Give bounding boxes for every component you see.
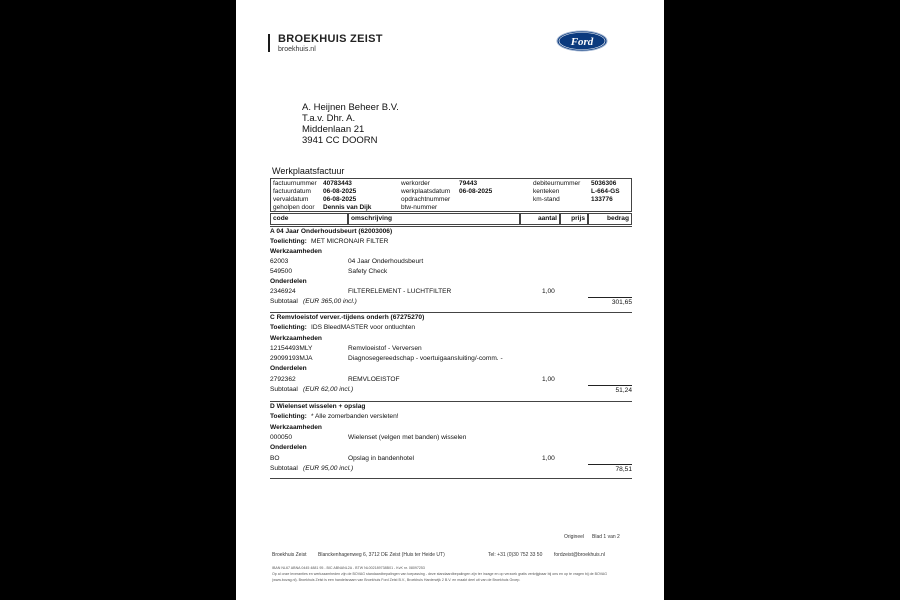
geholpen-label: geholpen door <box>273 204 315 211</box>
onderdelen-label: Onderdelen <box>270 444 307 451</box>
part-quantity: 1,00 <box>542 376 555 383</box>
subtotal-label: Subtotaal <box>270 386 298 393</box>
subtotal-rule <box>588 385 632 386</box>
part-description: FILTERELEMENT - LUCHTFILTER <box>348 288 452 295</box>
subtotal-label: Subtotaal <box>270 298 298 305</box>
debiteur-label: debiteurnummer <box>533 180 581 187</box>
part-code: 2792362 <box>270 376 296 383</box>
vervaldatum-value: 06-08-2025 <box>323 196 357 203</box>
ford-logo-text: Ford <box>570 36 594 48</box>
footer-legal: (www.bovag.nl). Broekhuis Zeist is een handelsnaam van Broekhuis Ford Zeist B.V., Broekhuis Harderwijk 2 B.V. en maakt deel uit van de Broekhuis Groep. <box>272 578 521 582</box>
km-label: km-stand <box>533 196 560 203</box>
footer-company: Broekhuis Zeist <box>272 552 307 558</box>
subtotal-incl: (EUR 62,00 incl.) <box>303 386 354 393</box>
section-divider <box>270 226 632 227</box>
werkzaamheden-label: Werkzaamheden <box>270 335 322 342</box>
line-code: 549500 <box>270 268 293 275</box>
subtotal-amount: 51,24 <box>615 387 632 394</box>
subtotal-amount: 78,51 <box>615 466 632 473</box>
part-quantity: 1,00 <box>542 455 555 462</box>
address-line-3: Middenlaan 21 <box>302 124 365 135</box>
ford-logo-icon <box>556 30 608 52</box>
factuurdatum-label: factuurdatum <box>273 188 311 195</box>
col-prijs: prijs <box>560 213 588 225</box>
section-title: C Remvloeistof verver.-tijdens onderh (67275270) <box>270 314 425 321</box>
werkorder-label: werkorder <box>401 180 430 187</box>
factuurdatum-value: 06-08-2025 <box>323 188 357 195</box>
section-title: D Wielenset wisselen + opslag <box>270 403 366 410</box>
km-value: 133776 <box>591 196 613 203</box>
subtotal-amount: 301,65 <box>611 299 632 306</box>
toelichting-label: Toelichting: <box>270 238 307 245</box>
brand-divider <box>268 34 270 52</box>
geholpen-value: Dennis van Dijk <box>323 204 372 211</box>
line-description: Remvloeistof - Verversen <box>348 345 422 352</box>
part-description: Opslag in bandenhotel <box>348 455 414 462</box>
werkplaatsdatum-label: werkplaatsdatum <box>401 188 451 195</box>
toelichting-text: IDS BleedMASTER voor ontluchten <box>311 324 416 331</box>
line-code: 62003 <box>270 258 289 265</box>
subtotal-incl: (EUR 95,00 incl.) <box>303 465 354 472</box>
line-description: Wielenset (velgen met banden) wisselen <box>348 434 467 441</box>
factuurnummer-label: factuurnummer <box>273 180 317 187</box>
footer-bank-details: IBAN NL67 ABNA 0445 4881 95 - BIC ABNANL2A - BTW NL002189738B01 - KvK nr. 08097253 <box>272 566 425 570</box>
section-divider <box>270 401 632 402</box>
part-quantity: 1,00 <box>542 288 555 295</box>
footer-address: Blanckenhagenweg 6, 3712 DE Zeist (Huis ter Heide UT) <box>318 552 445 558</box>
col-omschrijving: omschrijving <box>348 213 520 225</box>
line-code: 12154493MLY <box>270 345 313 352</box>
part-description: REMVLOEISTOF <box>348 376 400 383</box>
subtotal-rule <box>588 297 632 298</box>
invoice-header-box <box>270 178 632 212</box>
kenteken-label: kenteken <box>533 188 560 195</box>
col-code: code <box>270 213 348 225</box>
subtotal-incl: (EUR 365,00 incl.) <box>303 298 357 305</box>
line-description: Safety Check <box>348 268 388 275</box>
debiteur-value: 5036306 <box>591 180 617 187</box>
address-line-2: T.a.v. Dhr. A. <box>302 113 356 124</box>
onderdelen-label: Onderdelen <box>270 365 307 372</box>
toelichting-text: MET MICRONAIR FILTER <box>311 238 389 245</box>
brand-url: broekhuis.nl <box>278 46 316 53</box>
subtotal-label: Subtotaal <box>270 465 298 472</box>
opdrachtnummer-label: opdrachtnummer <box>401 196 451 203</box>
toelichting-label: Toelichting: <box>270 324 307 331</box>
vervaldatum-label: vervaldatum <box>273 196 309 203</box>
address-line-4: 3941 CC DOORN <box>302 135 378 146</box>
part-code: BO <box>270 455 280 462</box>
line-code: 29099193MJA <box>270 355 313 362</box>
btw-label: btw-nummer <box>401 204 438 211</box>
onderdelen-label: Onderdelen <box>270 278 307 285</box>
table-bottom-rule <box>270 478 632 479</box>
section-divider <box>270 312 632 313</box>
toelichting-label: Toelichting: <box>270 413 307 420</box>
invoice-page <box>236 0 664 600</box>
werkzaamheden-label: Werkzaamheden <box>270 248 322 255</box>
toelichting-text: * Alle zomerbanden versleten! <box>311 413 399 420</box>
factuurnummer-value: 40783443 <box>323 180 352 187</box>
brand-name: BROEKHUIS ZEIST <box>278 33 383 45</box>
kenteken-value: L-664-GS <box>591 188 620 195</box>
footer-phone: Tel: +31 (0)30 752 33 50 <box>488 552 543 558</box>
werkplaatsdatum-value: 06-08-2025 <box>459 188 493 195</box>
footer-email: fordzeist@broekhuis.nl <box>554 552 605 558</box>
origineel-label: Origineel <box>564 534 585 540</box>
footer-terms: Op al onze leveranties en werkzaamheden zijn de BOVAG standaardbepalingen van toepassing - deze standaardbepalingen zijn ter inzage en op verzoek gratis verkrijgbaar bij ons en op te vragen bij de BOVAG <box>272 572 608 576</box>
werkzaamheden-label: Werkzaamheden <box>270 424 322 431</box>
line-description: 04 Jaar Onderhoudsbeurt <box>348 258 424 265</box>
document-title: Werkplaatsfactuur <box>272 166 345 176</box>
col-bedrag: bedrag <box>588 213 632 225</box>
werkorder-value: 79443 <box>459 180 478 187</box>
line-code: 000050 <box>270 434 293 441</box>
subtotal-rule <box>588 464 632 465</box>
address-line-1: A. Heijnen Beheer B.V. <box>302 102 399 113</box>
part-code: 2346924 <box>270 288 296 295</box>
column-header-row <box>270 213 632 225</box>
page-number: Blad 1 van 2 <box>592 534 620 540</box>
col-aantal: aantal <box>520 213 560 225</box>
line-description: Diagnosegereedschap - voertuigaansluiting/-comm. - <box>348 355 503 362</box>
section-title: A 04 Jaar Onderhoudsbeurt (62003006) <box>270 228 393 235</box>
